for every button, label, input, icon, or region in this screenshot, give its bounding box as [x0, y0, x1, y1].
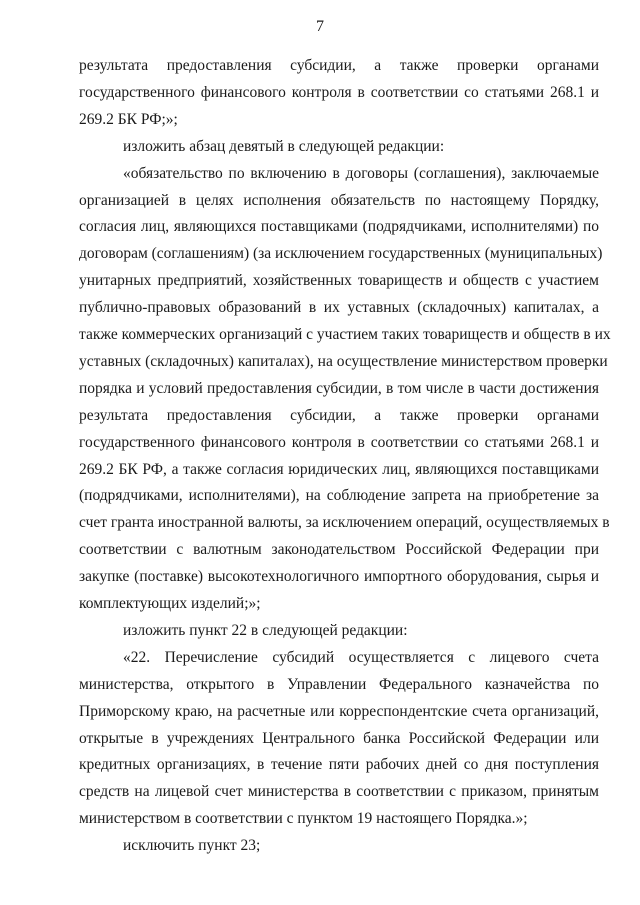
text-line: договорам (соглашениям) (за исключением государственных (муниципальных)	[79, 245, 603, 263]
text-line: согласия лиц, являющихся поставщиками (подрядчиками, исполнителями) по	[79, 218, 599, 236]
text-line: унитарных предприятий, хозяйственных товариществ и обществ с участием	[79, 272, 599, 290]
text-line: кредитных организациях, в течение пяти рабочих дней со дня поступления	[79, 756, 599, 774]
text-line: 269.2 БК РФ, а также согласия юридических лиц, являющихся поставщиками	[79, 460, 599, 478]
text-line: министерства, открытого в Управлении Федерального казначейства по	[79, 675, 599, 693]
text-line: государственного финансового контроля в соответствии со статьями 268.1 и	[79, 83, 599, 101]
text-line: изложить пункт 22 в следующей редакции:	[123, 621, 408, 639]
text-line: открытые в учреждениях Центрального банка Российской Федерации или	[79, 729, 599, 747]
text-line: 269.2 БК РФ;»;	[79, 110, 178, 128]
text-line: средств на лицевой счет министерства в соответствии с приказом, принятым	[79, 783, 599, 801]
page-number: 7	[316, 18, 324, 35]
text-line: Приморскому краю, на расчетные или корреспондентские счета организаций,	[79, 702, 599, 720]
text-line: счет гранта иностранной валюты, за исключением операций, осуществляемых в	[79, 514, 610, 532]
text-line: (подрядчиками, исполнителями), на соблюдение запрета на приобретение за	[79, 487, 599, 505]
text-line: исключить пункт 23;	[123, 837, 261, 855]
text-line: организацией в целях исполнения обязательств по настоящему Порядку,	[79, 191, 599, 209]
text-line: результата предоставления субсидии, а также проверки органами	[79, 406, 599, 424]
text-line: результата предоставления субсидии, а также проверки органами	[79, 57, 599, 74]
text-line: «22. Перечисление субсидий осуществляется с лицевого счета	[123, 648, 599, 666]
text-line: порядка и условий предоставления субсидии, в том числе в части достижения	[79, 379, 599, 397]
text-line: «обязательство по включению в договоры (соглашения), заключаемые	[123, 164, 599, 182]
text-line: уставных (складочных) капиталах), на осуществление министерством проверки	[79, 352, 608, 370]
text-line: соответствии с валютным законодательством Российской Федерации при	[79, 541, 599, 559]
text-line: публично-правовых образований в их уставных (складочных) капиталах, а	[79, 299, 599, 317]
text-line: изложить абзац девятый в следующей редакции:	[123, 137, 445, 155]
text-line: также коммерческих организаций с участием таких товариществ и обществ в их	[79, 326, 611, 343]
text-line: комплектующих изделий;»;	[79, 595, 261, 612]
text-line: государственного финансового контроля в соответствии со статьями 268.1 и	[79, 433, 599, 451]
text-line: министерством в соответствии с пунктом 19 настоящего Порядка.»;	[79, 810, 528, 828]
text-line: закупке (поставке) высокотехнологичного импортного оборудования, сырья и	[79, 568, 599, 586]
